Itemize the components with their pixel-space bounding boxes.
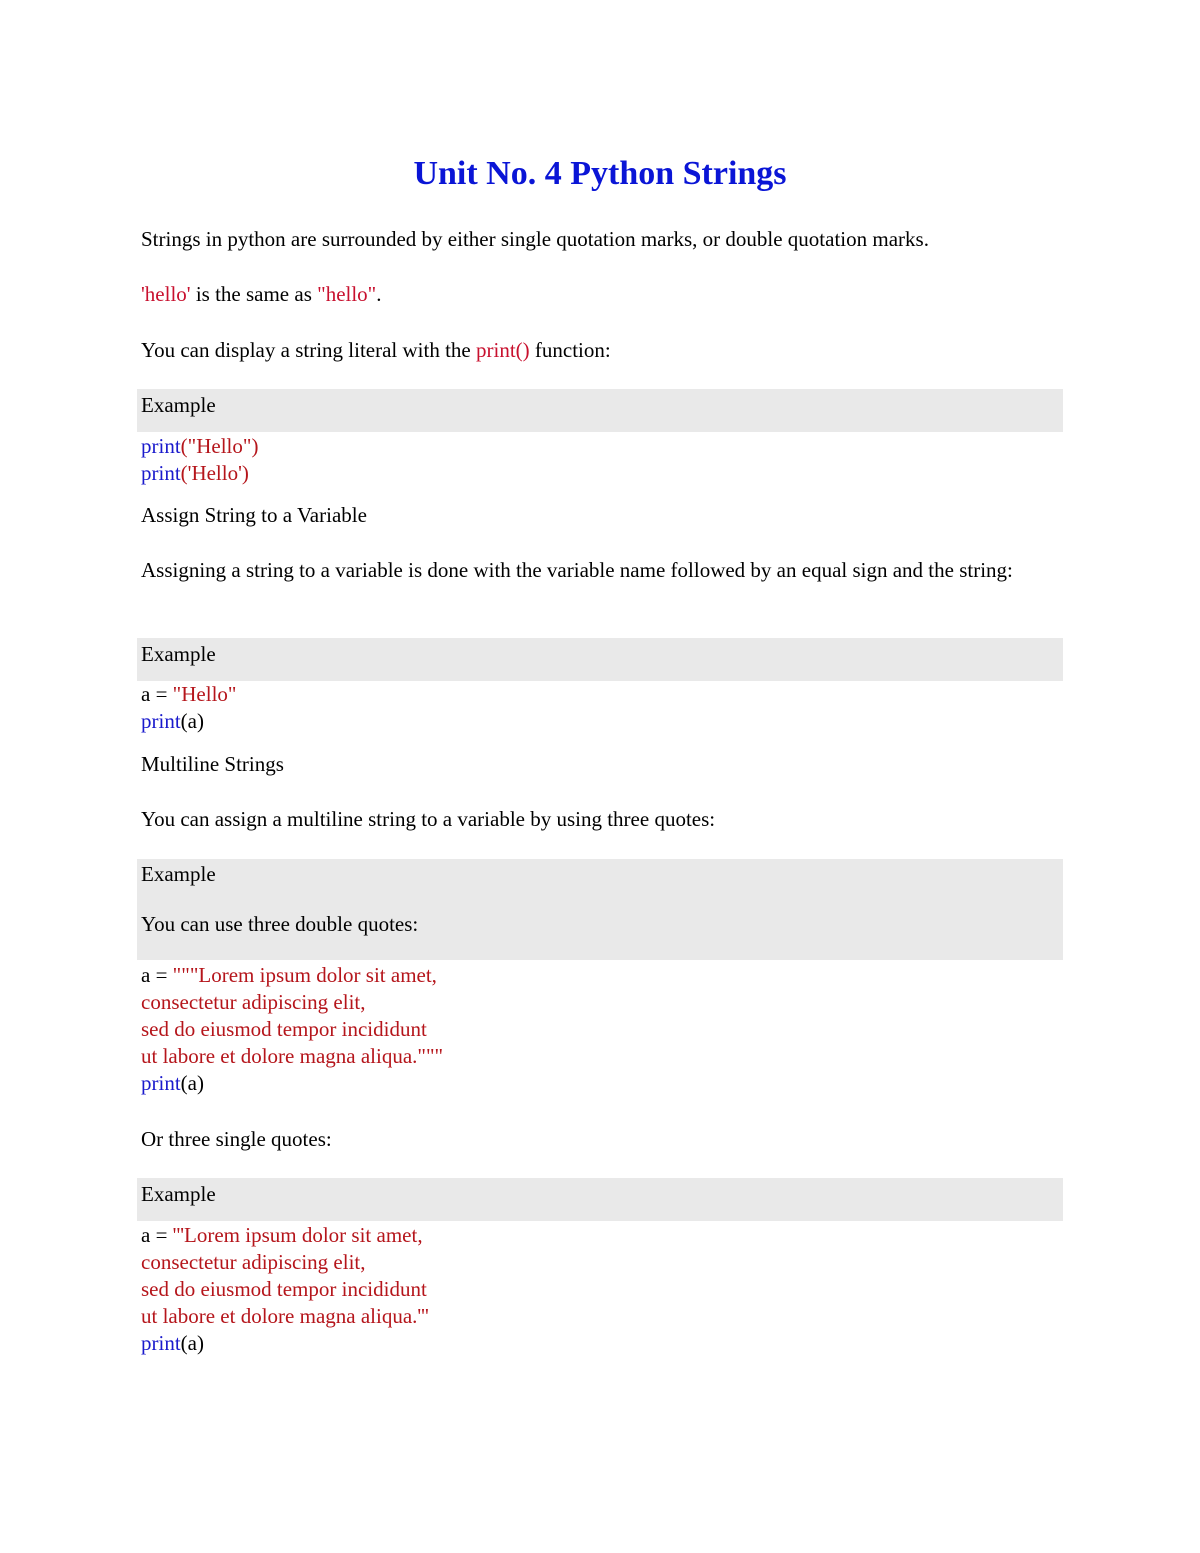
code-block-1 — [141, 433, 258, 487]
code-line — [141, 1070, 443, 1097]
code-keyword: print — [141, 1071, 181, 1095]
code-line: consectetur adipiscing elit, — [141, 990, 366, 1014]
example-header-3 — [137, 859, 1063, 960]
code-arg: (a) — [180, 1331, 204, 1355]
code-string: """Lorem ipsum dolor sit amet, — [172, 963, 437, 987]
hello-same-paragraph — [141, 281, 382, 308]
code-line: sed do eiusmod tempor incididunt — [141, 1277, 427, 1301]
code-string: ('Hello') — [180, 461, 249, 485]
example-label: Example — [141, 393, 216, 417]
example-header-1 — [137, 389, 1063, 432]
code-assign: a = — [141, 1223, 173, 1247]
code-string: ("Hello") — [180, 434, 259, 458]
code-line — [141, 433, 258, 460]
print-function-ref: print() — [476, 338, 530, 362]
code-string: "Hello" — [172, 682, 237, 706]
same-period: . — [376, 282, 382, 306]
code-line — [141, 460, 258, 487]
multiline-heading: Multiline Strings — [141, 752, 284, 776]
code-line: consectetur adipiscing elit, — [141, 1250, 366, 1274]
code-line — [141, 1330, 429, 1357]
code-assign: a = — [141, 682, 173, 706]
same-connector: is the same as — [190, 282, 318, 306]
double-quotes-note: You can use three double quotes: — [141, 912, 419, 936]
multiline-paragraph: You can assign a multiline string to a variable by using three quotes: — [141, 807, 716, 831]
code-line: ut labore et dolore magna aliqua.""" — [141, 1044, 444, 1068]
code-line — [141, 962, 443, 989]
code-keyword: print — [141, 709, 181, 733]
display-before: You can display a string literal with the — [141, 338, 476, 362]
code-arg: (a) — [180, 709, 204, 733]
example-header-2 — [137, 638, 1063, 681]
example-header-4 — [137, 1178, 1063, 1221]
code-line: ut labore et dolore magna aliqua.''' — [141, 1304, 429, 1328]
double-quoted-hello: "hello" — [317, 282, 377, 306]
code-keyword: print — [141, 1331, 181, 1355]
page-title: Unit No. 4 Python Strings — [413, 155, 787, 192]
code-assign: a = — [141, 963, 173, 987]
code-line — [141, 708, 236, 735]
code-string: '''Lorem ipsum dolor sit amet, — [172, 1223, 423, 1247]
code-line — [141, 1222, 429, 1249]
assign-heading: Assign String to a Variable — [141, 503, 367, 527]
code-line: sed do eiusmod tempor incididunt — [141, 1017, 427, 1041]
single-quotes-paragraph: Or three single quotes: — [141, 1127, 332, 1151]
assign-paragraph: Assigning a string to a variable is done with the variable name followed by an equal sign and the string: — [141, 558, 1013, 582]
code-block-2 — [141, 681, 236, 735]
example-label: Example — [141, 642, 216, 666]
code-arg: (a) — [180, 1071, 204, 1095]
example-label: Example — [141, 862, 216, 886]
code-block-4 — [141, 1222, 429, 1357]
intro-paragraph: Strings in python are surrounded by either single quotation marks, or double quotation marks. — [141, 227, 929, 251]
example-label: Example — [141, 1182, 216, 1206]
display-paragraph — [141, 337, 611, 364]
code-keyword: print — [141, 434, 181, 458]
code-keyword: print — [141, 461, 181, 485]
single-quoted-hello: 'hello' — [141, 282, 191, 306]
code-line — [141, 681, 236, 708]
code-block-3 — [141, 962, 443, 1097]
display-after: function: — [529, 338, 611, 362]
